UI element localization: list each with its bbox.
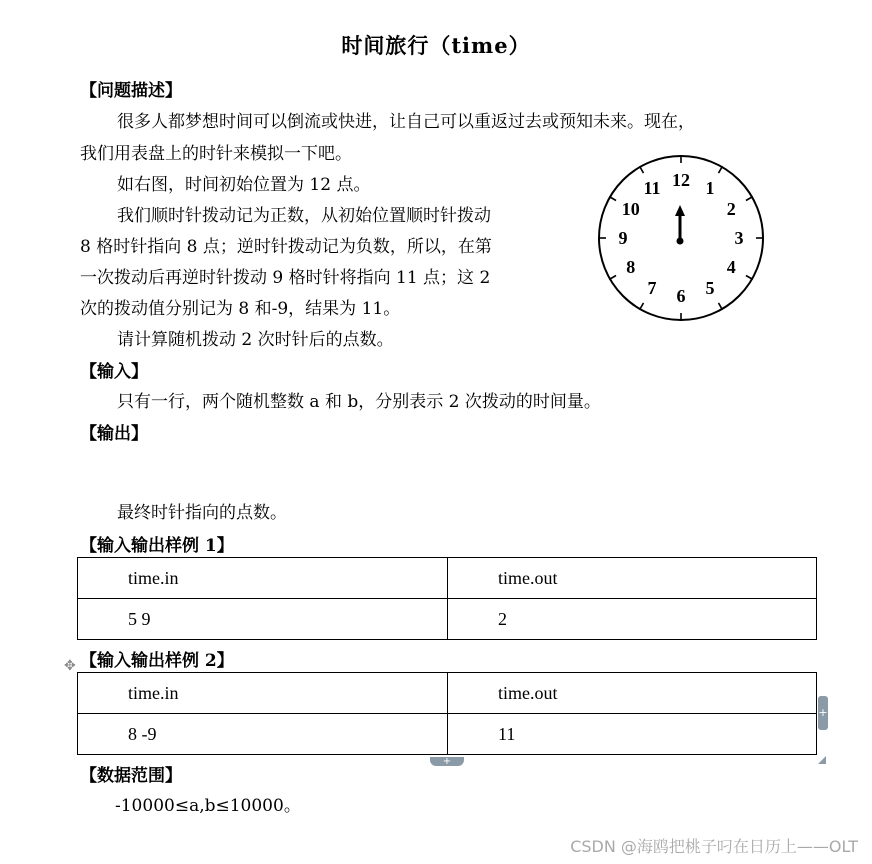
table-cell: 8 -9 — [78, 714, 448, 755]
clock-illustration — [594, 150, 769, 325]
sample1-heading: 【输入输出样例 1】 — [80, 536, 234, 556]
clock-number: 11 — [643, 177, 661, 198]
table-cell: 2 — [448, 599, 817, 640]
problem-line: 我们用表盘上的时针来模拟一下吧。 — [80, 144, 352, 164]
table-row — [78, 714, 817, 755]
clock-number: 7 — [647, 278, 657, 299]
clock-number: 8 — [626, 257, 636, 277]
problem-line: 如右图，时间初始位置为 12 点。 — [117, 175, 371, 195]
add-column-button[interactable]: + — [818, 696, 828, 730]
output-heading: 【输出】 — [80, 424, 148, 444]
page-title: 时间旅行（time） — [341, 33, 531, 58]
clock-number: 9 — [618, 228, 628, 248]
table-cell: time.out — [448, 558, 817, 599]
clock-number: 1 — [705, 177, 715, 198]
table-row — [78, 673, 817, 714]
sample2-table — [77, 672, 817, 755]
watermark: CSDN @海鸥把桃子叼在日历上——OLT — [570, 837, 858, 856]
sample1-table — [77, 557, 817, 640]
table-resize-handle[interactable] — [818, 756, 826, 764]
clock-number: 4 — [726, 257, 736, 277]
table-cell: time.in — [78, 558, 448, 599]
clock-number: 6 — [676, 286, 686, 306]
clock-center — [677, 238, 684, 245]
range-heading: 【数据范围】 — [80, 766, 182, 786]
clock-number: 5 — [705, 278, 715, 299]
output-description: 最终时针指向的点数。 — [117, 503, 287, 523]
input-description: 只有一行，两个随机整数 a 和 b，分别表示 2 次拨动的时间量。 — [117, 392, 601, 412]
range-text: -10000≤a,b≤10000。 — [115, 796, 301, 816]
clock-number: 2 — [726, 199, 736, 219]
clock-number: 3 — [734, 228, 744, 248]
table-cell: time.out — [448, 673, 817, 714]
problem-line: 很多人都梦想时间可以倒流或快进，让自己可以重返过去或预知未来。现在， — [117, 112, 695, 132]
problem-line: 次的拨动值分别记为 8 和-9，结果为 11。 — [80, 299, 401, 319]
problem-line: 请计算随机拨动 2 次时针后的点数。 — [117, 330, 394, 350]
sample2-heading: 【输入输出样例 2】 — [80, 651, 234, 671]
table-cell: time.in — [78, 673, 448, 714]
table-move-handle[interactable]: ✥ — [64, 658, 76, 674]
problem-line: 一次拨动后再逆时针拨动 9 格时针将指向 11 点；这 2 — [80, 268, 491, 288]
clock-number: 10 — [621, 199, 640, 219]
table-row — [78, 558, 817, 599]
table-cell: 5 9 — [78, 599, 448, 640]
clock-hand-tip — [675, 205, 685, 216]
table-row — [78, 599, 817, 640]
table-cell: 11 — [448, 714, 817, 755]
clock-number: 12 — [672, 170, 690, 190]
problem-heading: 【问题描述】 — [80, 81, 182, 101]
input-heading: 【输入】 — [80, 362, 148, 382]
problem-line: 我们顺时针拨动记为正数，从初始位置顺时针拨动 — [117, 206, 491, 226]
problem-line: 8 格时针指向 8 点；逆时针拨动记为负数，所以，在第 — [80, 237, 492, 257]
add-row-button[interactable]: + — [430, 757, 464, 766]
